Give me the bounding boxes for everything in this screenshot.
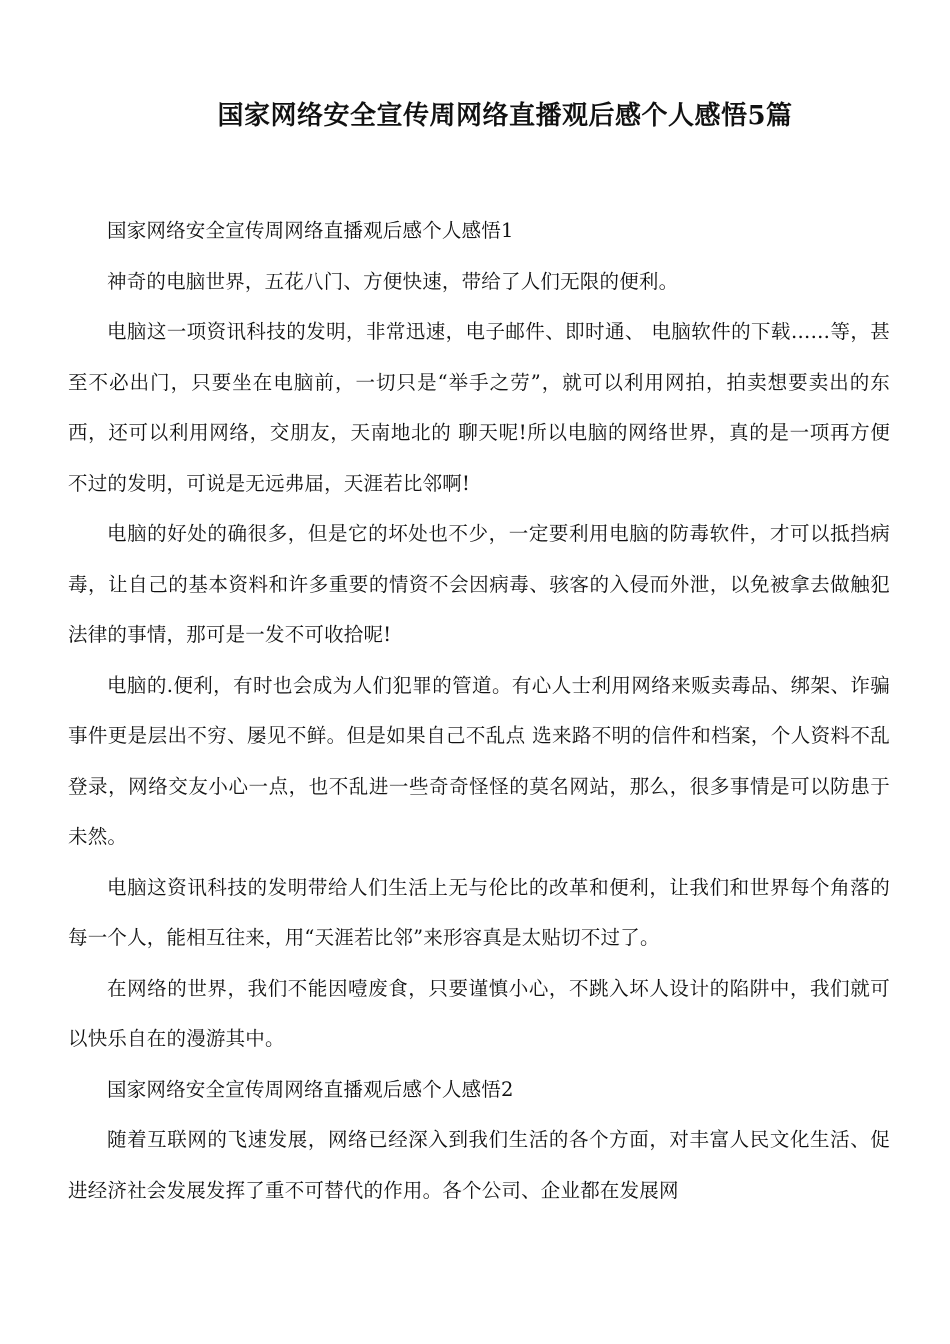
document-title: 国家网络安全宣传周网络直播观后感个人感悟5篇 [217,101,793,131]
paragraph: 在网络的世界，我们不能因噎废食，只要谨慎小心，不跳入坏人设计的陷阱中，我们就可以快乐自在的漫游其中。 [68,976,890,1050]
paragraph: 电脑的.便利，有时也会成为人们犯罪的管道。有心人士利用网络来贩卖毒品、绑架、诈骗事件更是层出不穷、屡见不鲜。但是如果自己不乱点 选来路不明的信件和档案，个人资料不乱登录，网络交友小心一点，也不乱进一些奇奇怪怪的莫名网站，那么，很多事情是可以防患于未然。 [68,673,890,848]
section-heading-2: 国家网络安全宣传周网络直播观后感个人感悟2 [107,1077,514,1101]
paragraph: 随着互联网的飞速发展，网络已经深入到我们生活的各个方面，对丰富人民文化生活、促进经济社会发展发挥了重不可替代的作用。各个公司、企业都在发展网 [68,1128,890,1202]
paragraph: 电脑的好处的确很多，但是它的坏处也不少，一定要利用电脑的防毒软件，才可以抵挡病毒，让自己的基本资料和许多重要的情资不会因病毒、骇客的入侵而外泄，以免被拿去做触犯法律的事情，那可是一发不可收拾呢! [68,522,890,646]
paragraph: 电脑这一项资讯科技的发明，非常迅速，电子邮件、即时通、 电脑软件的下载……等，甚至不必出门，只要坐在电脑前，一切只是“举手之劳”，就可以利用网拍，拍卖想要卖出的东西，还可以利用网络，交朋友，天南地北的 聊天呢!所以电脑的网络世界，真的是一项再方便不过的发明，可说是无远弗届，天涯若比邻啊! [68,320,890,495]
paragraph: 神奇的电脑世界，五花八门、方便快速，带给了人们无限的便利。 [107,269,679,293]
document-body [68,206,890,1216]
paragraph: 电脑这资讯科技的发明带给人们生活上无与伦比的改革和便利，让我们和世界每个角落的每一个人，能相互往来，用“天涯若比邻”来形容真是太贴切不过了。 [68,875,890,949]
section-heading-1: 国家网络安全宣传周网络直播观后感个人感悟1 [107,219,514,242]
